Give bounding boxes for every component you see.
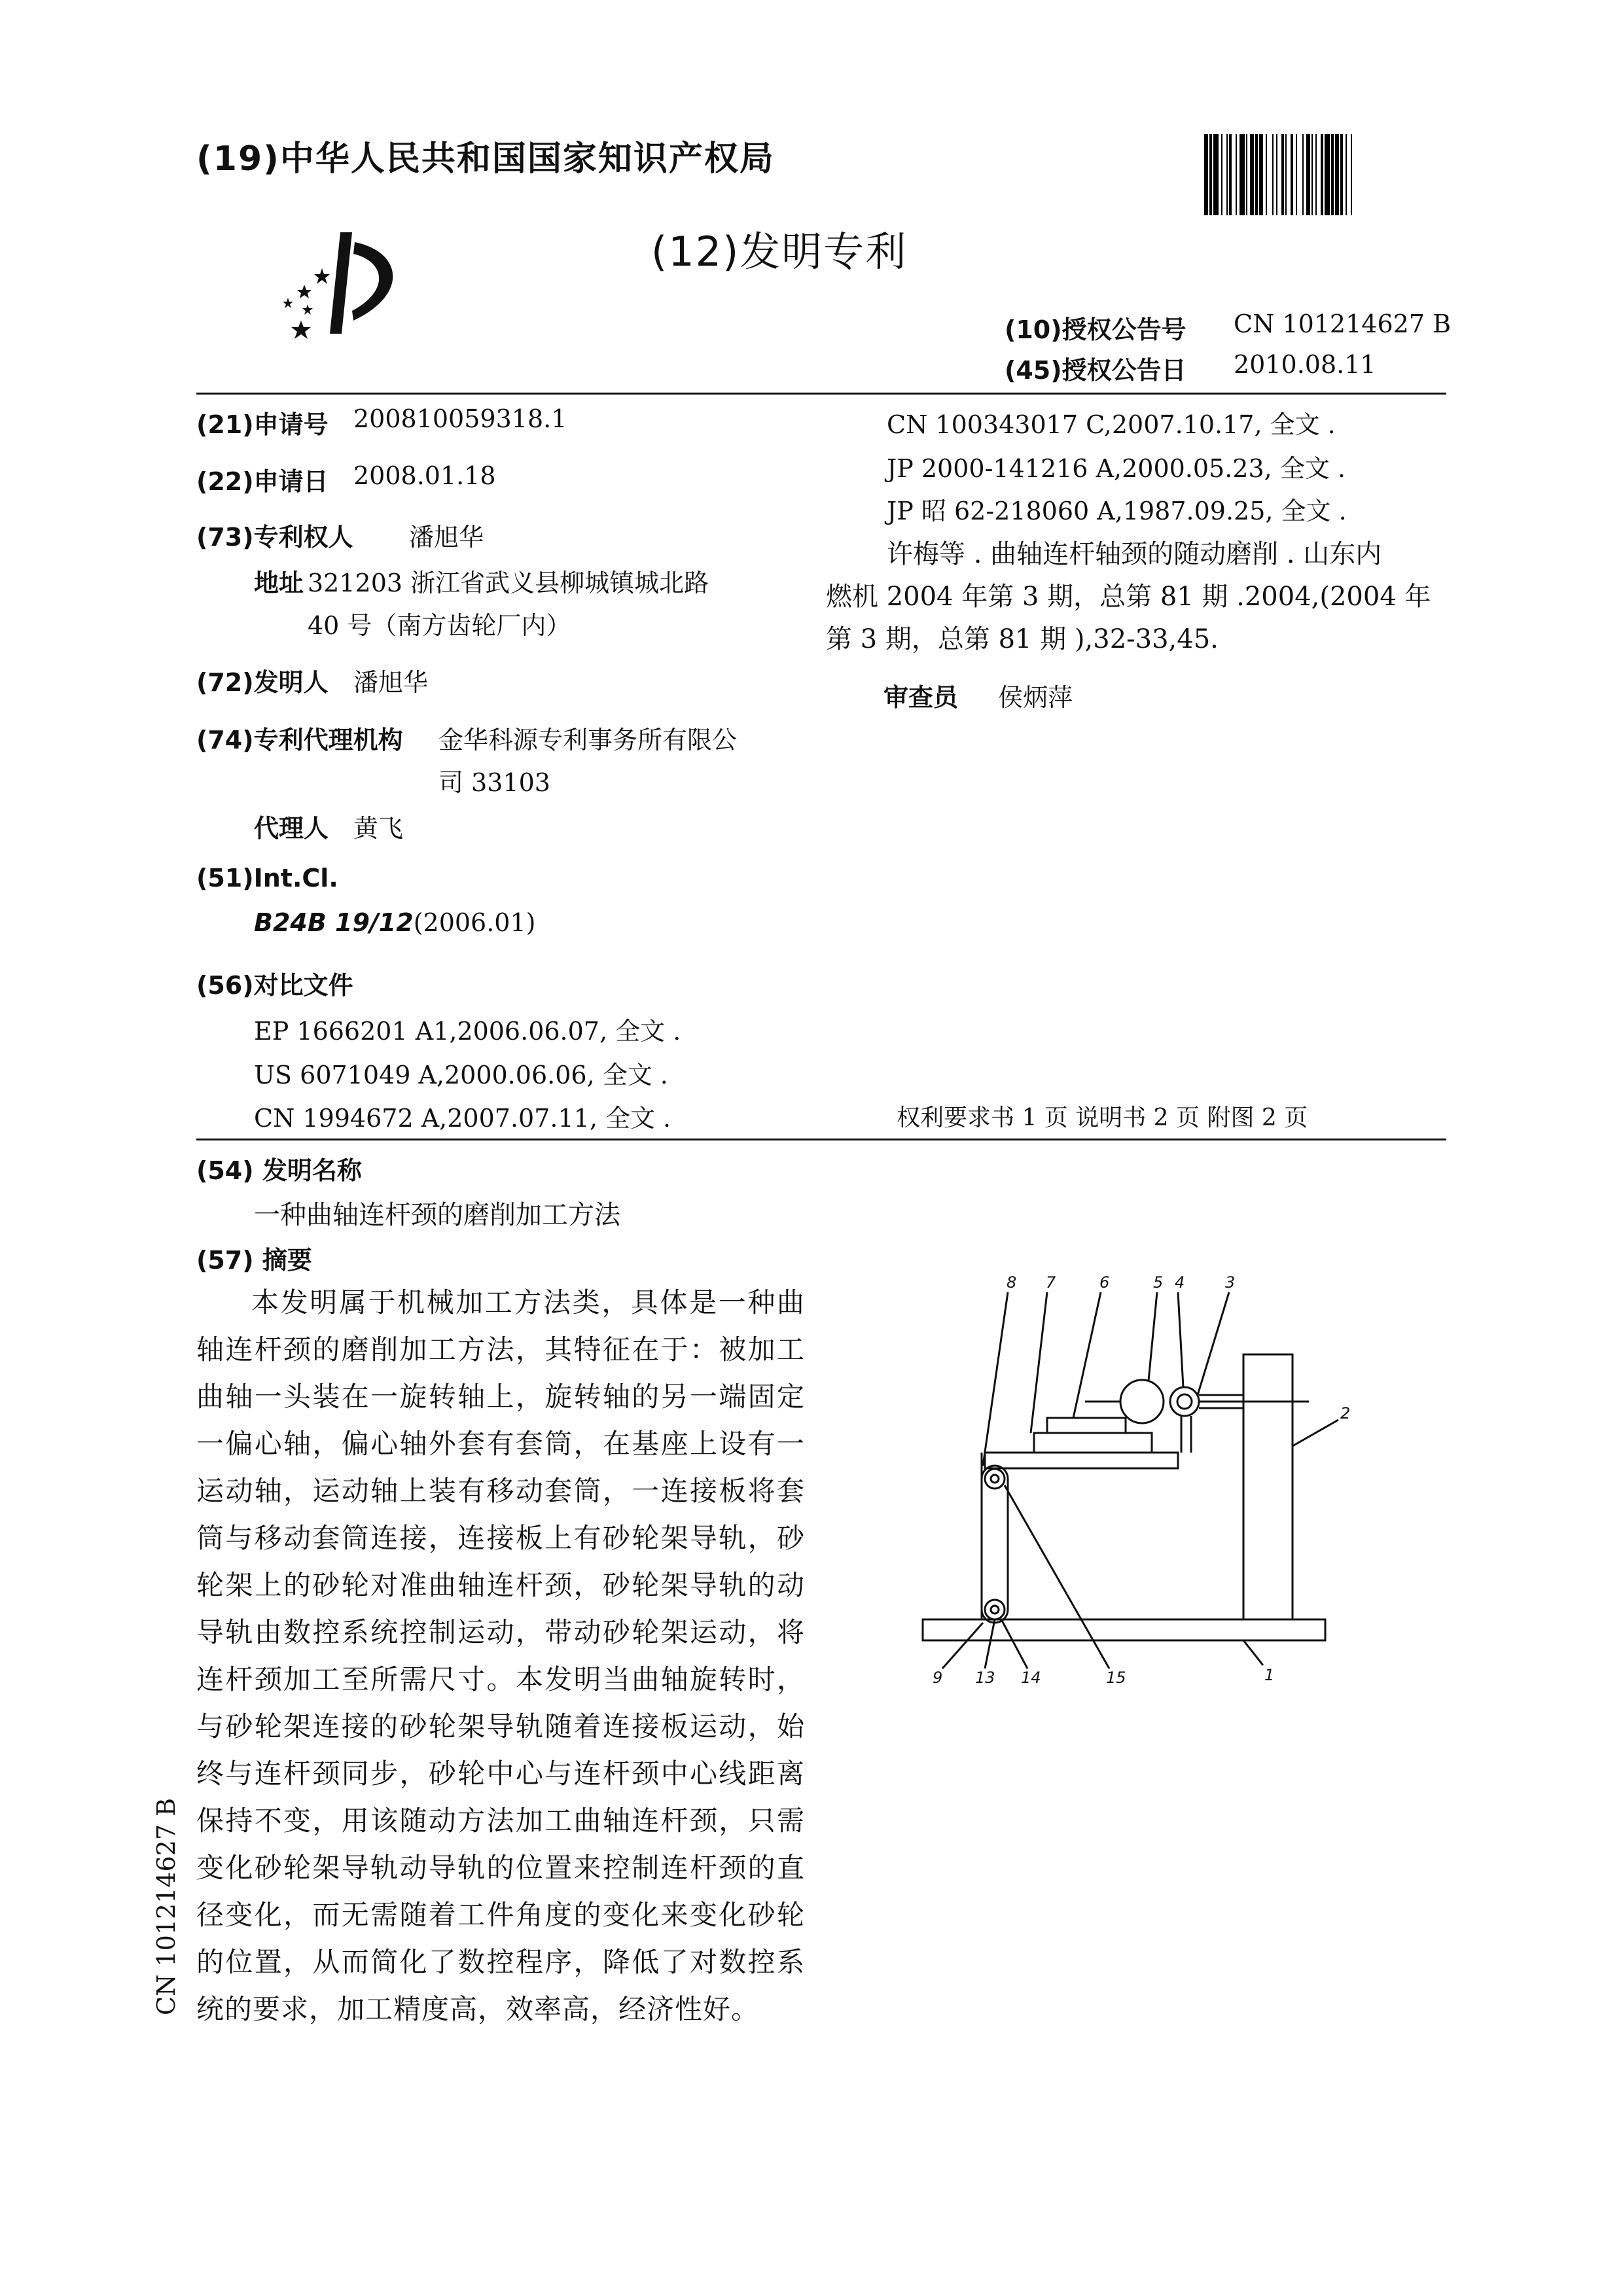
- patentee: 潘旭华: [409, 523, 484, 552]
- app-no-label: (21)申请号: [196, 410, 329, 439]
- connecting-plate: [985, 1453, 1178, 1468]
- patentee-label: (73)专利权人: [196, 523, 353, 552]
- figure-label: 6: [1099, 1273, 1110, 1292]
- crank-journal: [1170, 1387, 1199, 1416]
- biblio-divider: [196, 1139, 1446, 1140]
- inventor: 潘旭华: [353, 668, 429, 697]
- literature-line1: 许梅等 . 曲轴连杆轴颈的随动磨削 . 山东内: [887, 539, 1382, 569]
- side-pub-number: CN 101214627 B: [152, 1798, 181, 2015]
- figure-label: 1: [1264, 1666, 1275, 1684]
- figure-label: 7: [1046, 1273, 1056, 1292]
- app-date: 2008.01.18: [353, 461, 496, 490]
- examiner-label: 审查员: [883, 683, 959, 712]
- intcl-code: B24B 19/12: [254, 908, 414, 937]
- figure-label: 9: [933, 1669, 943, 1687]
- figure-label: 13: [975, 1669, 995, 1687]
- wheel-slide: [1034, 1433, 1152, 1453]
- ref-item: US 6071049 A,2000.06.06, 全文 .: [254, 1061, 668, 1089]
- page-count: 权利要求书 1 页 说明书 2 页 附图 2 页: [897, 1104, 1308, 1131]
- ref-item: EP 1666201 A1,2006.06.07, 全文 .: [254, 1017, 681, 1046]
- figure-label: 4: [1175, 1273, 1185, 1292]
- agency-line1: 金华科源专利事务所有限公: [438, 726, 738, 754]
- invention-title: 一种曲轴连杆颈的磨削加工方法: [254, 1200, 620, 1230]
- column: [1243, 1354, 1293, 1619]
- literature-line2: 燃机 2004 年第 3 期，总第 81 期 .2004,(2004 年: [826, 582, 1431, 612]
- inventor-label: (72)发明人: [196, 668, 329, 697]
- agency-line2: 司 33103: [438, 768, 550, 797]
- barcode-icon: [1204, 134, 1446, 215]
- intcl: [254, 908, 535, 937]
- abstract-label: (57) 摘要: [196, 1246, 312, 1275]
- abstract-drawing: [910, 1256, 1381, 1688]
- figure-label: 14: [1021, 1669, 1041, 1687]
- pub-date: 2010.08.11: [1234, 350, 1376, 379]
- app-date-label: (22)申请日: [196, 467, 329, 496]
- figure-label: 3: [1225, 1273, 1236, 1292]
- figure-label: 5: [1153, 1273, 1164, 1292]
- document-type: (12)发明专利: [651, 228, 908, 275]
- figure-label: 2: [1340, 1404, 1351, 1422]
- ref-item: CN 1994672 A,2007.07.11, 全文 .: [254, 1104, 671, 1133]
- cnipa-logo-icon: [268, 222, 419, 340]
- figure-label: 15: [1106, 1669, 1126, 1687]
- base-plate: [923, 1619, 1325, 1640]
- ref-item: JP 昭 62-218060 A,1987.09.25, 全文 .: [887, 497, 1347, 525]
- agent: 黄飞: [353, 814, 404, 843]
- pivot-lower: [985, 1600, 1005, 1619]
- office-name: (19)中华人民共和国国家知识产权局: [196, 139, 775, 179]
- address-line1: 321203 浙江省武义县柳城镇城北路: [308, 569, 709, 597]
- address-label: 地址: [254, 569, 304, 597]
- app-no: 200810059318.1: [353, 404, 567, 433]
- intcl-label: (51)Int.Cl.: [196, 864, 338, 892]
- ref-item: JP 2000-141216 A,2000.05.23, 全文 .: [887, 454, 1346, 483]
- pivot-upper: [985, 1469, 1005, 1489]
- agent-label: 代理人: [254, 814, 329, 843]
- pub-no: CN 101214627 B: [1234, 309, 1451, 338]
- figure-label: 8: [1007, 1273, 1017, 1292]
- header-divider: [196, 393, 1446, 395]
- intcl-version: (2006.01): [413, 908, 536, 937]
- grinding-wheel: [1120, 1380, 1164, 1423]
- pub-no-label: (10)授权公告号: [1005, 315, 1186, 344]
- agency-label: (74)专利代理机构: [196, 726, 403, 754]
- abstract-text: 本发明属于机械加工方法类，具体是一种曲轴连杆颈的磨削加工方法，其特征在于：被加工曲轴一头装在一旋转轴上，旋转轴的另一端固定一偏心轴，偏心轴外套有套筒，在基座上设有一运动轴，运动轴上装有移动套筒，一连接板将套筒与移动套筒连接，连接板上有砂轮架导轨，砂轮架上的砂轮对准曲轴连杆颈，砂轮架导轨的动导轨由数控系统控制运动，带动砂轮架运动，将连杆颈加工至所需尺寸。本发明当曲轴旋转时，与砂轮架连接的砂轮架导轨随着连接板运动，始终与连杆颈同步，砂轮中心与连杆颈中心线距离保持不变，用该随动方法加工曲轴连杆颈，只需变化砂轮架导轨动导轨的位置来控制连杆颈的直径变化，而无需随着工件角度的变化来变化砂轮的位置，从而简化了数控程序，降低了对数控系统的要求，加工精度高，效率高，经济性好。: [196, 1286, 805, 2025]
- wheel-head: [1047, 1418, 1126, 1433]
- refs-label: (56)对比文件: [196, 971, 353, 1000]
- address-line2: 40 号（南方齿轮厂内）: [308, 611, 571, 640]
- ref-item: CN 100343017 C,2007.10.17, 全文 .: [887, 410, 1336, 439]
- literature-line3: 第 3 期，总第 81 期 ),32-33,45.: [826, 624, 1219, 654]
- abstract-body: [196, 1279, 805, 2033]
- title-label: (54) 发明名称: [196, 1156, 362, 1185]
- examiner: 侯炳萍: [998, 683, 1073, 712]
- pub-date-label: (45)授权公告日: [1005, 356, 1186, 385]
